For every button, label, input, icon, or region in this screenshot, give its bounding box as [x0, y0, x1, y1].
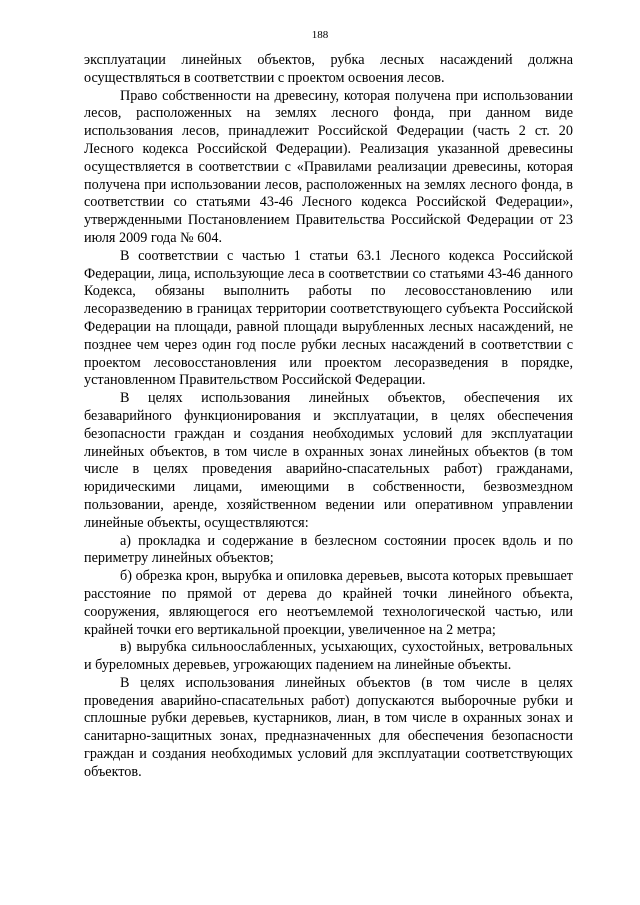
- paragraph-felling: В целях использования линейных объектов (в том числе в целях проведения аварийно-спасательных работ) допускаются выборочные рубки и сплошные рубки деревьев, кустарников, лиан, в том числе в охранных зонах и санитарно-защитных зонах, предназначенных для обеспечения безопасности граждан и создания необходимых условий для эксплуатации соответствующих объектов.: [84, 674, 573, 780]
- paragraph-reforestation: В соответствии с частью 1 статьи 63.1 Лесного кодекса Российской Федерации, лица, использующие леса в соответствии со статьями 43-46 данного Кодекса, обязаны выполнить работы по лесовосстановлению или лесоразведению в границах территории соответствующего субъекта Российской Федерации на площади, равной площади вырубленных лесных насаждений, не позднее чем через один год после рубки лесных насаждений в соответствии с проектом лесовосстановления или проектом лесоразведения в порядке, установленном Правительством Российской Федерации.: [84, 247, 573, 389]
- paragraph-continuation: эксплуатации линейных объектов, рубка лесных насаждений должна осуществляться в соответствии с проектом освоения лесов.: [84, 52, 573, 86]
- document-body: [84, 52, 573, 782]
- paragraph-linear-objects: В целях использования линейных объектов, обеспечения их безаварийного функционирования и эксплуатации, в целях обеспечения безопасности граждан и создания необходимых условий для эксплуатации линейных объектов, в том числе в охранных зонах линейных объектов (в том числе в целях проведения аварийно-спасательных работ) гражданами, юридическими лицами, имеющими в собственности, безвозмездном пользовании, аренде, хозяйственном ведении или оперативном управлении линейные объекты, осуществляются:: [84, 390, 573, 531]
- list-item-b: б) обрезка крон, вырубка и опиловка деревьев, высота которых превышает расстояние по прямой от дерева до крайней точки линейного объекта, сооружения, являющегося его неотъемлемой технологической частью, или крайней точки его вертикальной проекции, увеличенное на 2 метра;: [84, 568, 573, 638]
- paragraph-wood-ownership: Право собственности на древесину, которая получена при использовании лесов, расположенных на землях лесного фонда, при данном виде использования лесов, принадлежит Российской Федерации (часть 2 ст. 20 Лесного кодекса Российской Федерации). Реализация указанной древесины осуществляется в соответствии с «Правилами реализации древесины, которая получена при использовании лесов, расположенных на землях лесного фонда, в соответствии со статьями 43-46 Лесного кодекса Российской Федерации», утвержденными Постановлением Правительства Российской Федерации от 23 июля 2009 года № 604.: [84, 87, 573, 246]
- list-item-c: в) вырубка сильноослабленных, усыхающих, сухостойных, ветровальных и буреломных деревьев, угрожающих падением на линейные объекты.: [84, 639, 573, 674]
- list-item-a: а) прокладка и содержание в безлесном состоянии просек вдоль и по периметру линейных объектов;: [84, 532, 573, 567]
- page-number: 188: [311, 29, 329, 41]
